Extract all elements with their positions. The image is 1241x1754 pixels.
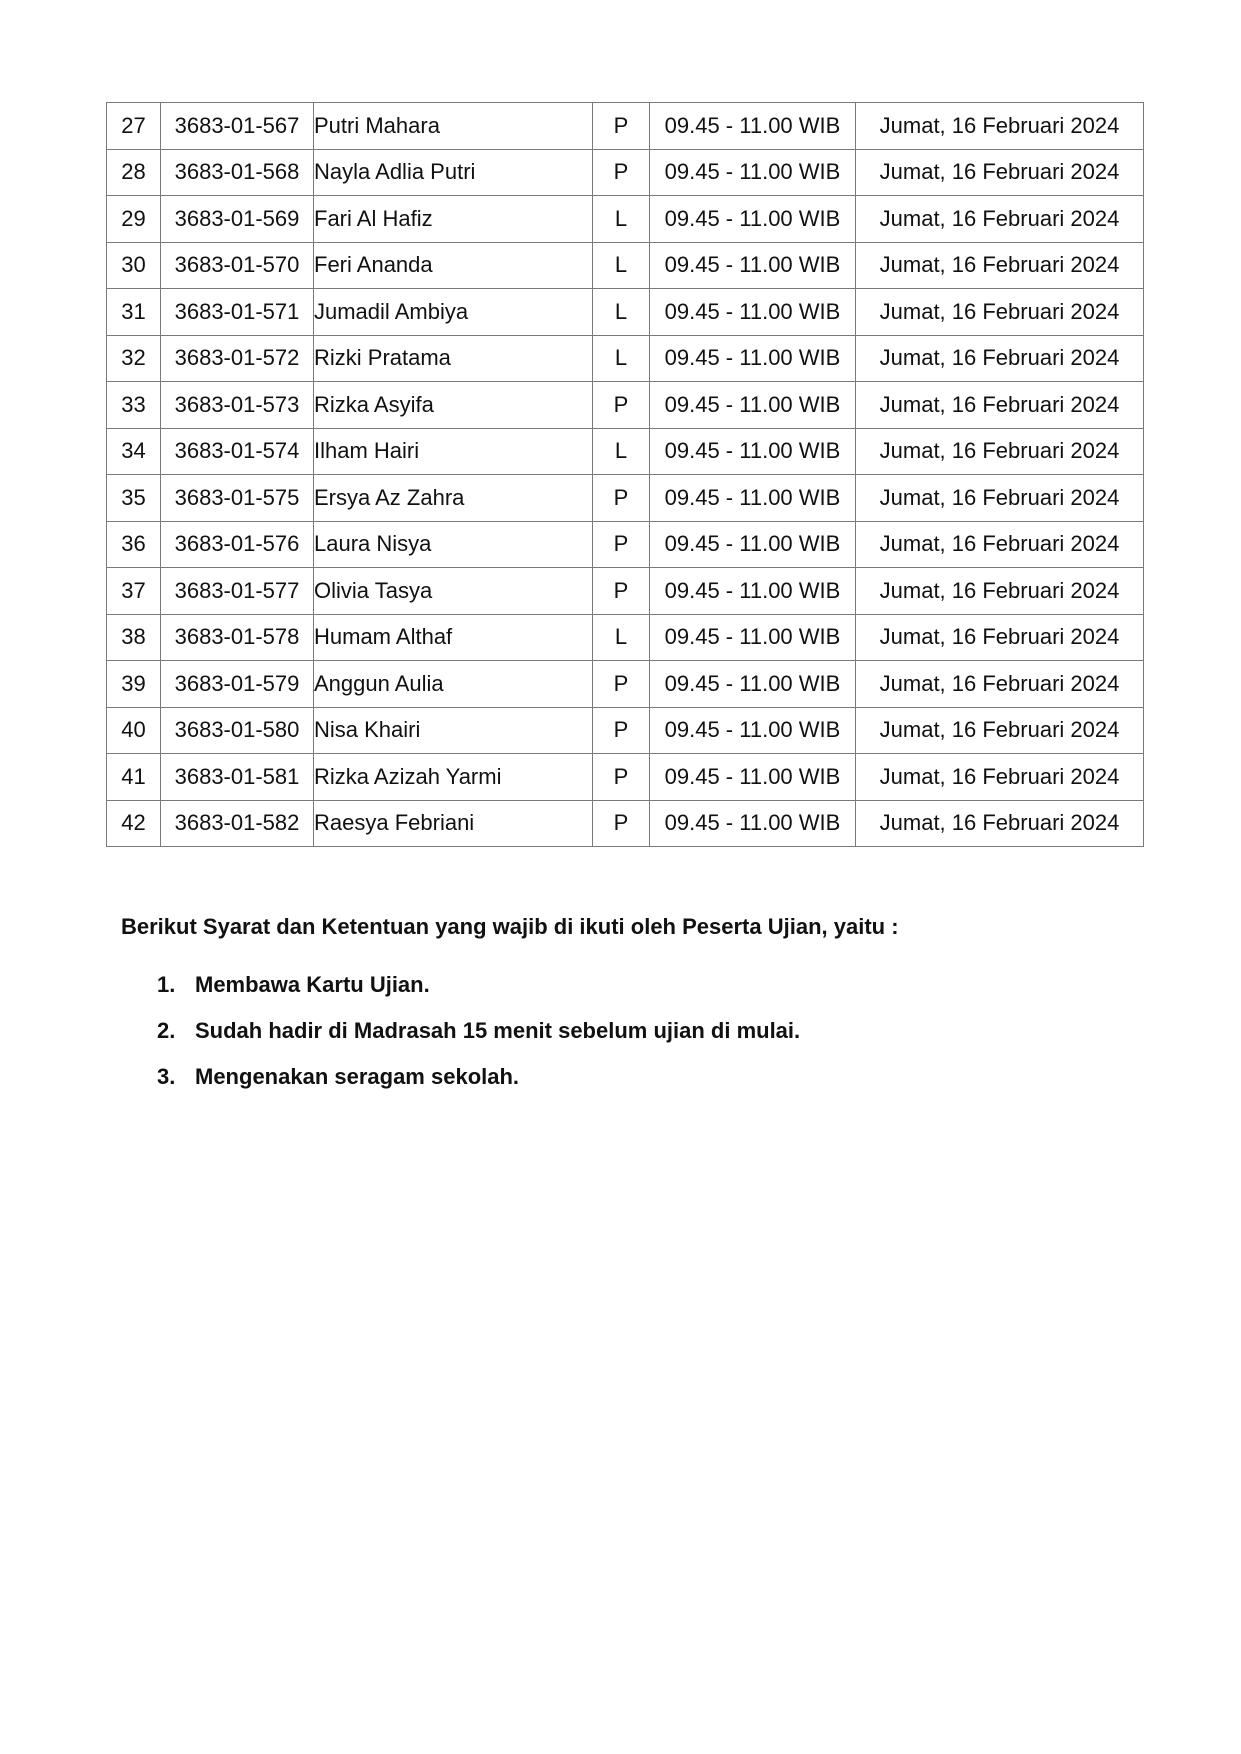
table-row [107, 149, 1144, 196]
exam-number: 3683-01-579 [161, 661, 314, 708]
exam-date: Jumat, 16 Februari 2024 [856, 800, 1144, 847]
exam-date: Jumat, 16 Februari 2024 [856, 335, 1144, 382]
exam-number: 3683-01-572 [161, 335, 314, 382]
gender: P [593, 475, 650, 522]
table-row [107, 614, 1144, 661]
row-number: 32 [107, 335, 161, 382]
participant-name: Rizka Asyifa [314, 382, 593, 429]
gender: P [593, 149, 650, 196]
exam-date: Jumat, 16 Februari 2024 [856, 382, 1144, 429]
row-number: 36 [107, 521, 161, 568]
exam-time: 09.45 - 11.00 WIB [650, 335, 856, 382]
exam-date: Jumat, 16 Februari 2024 [856, 103, 1144, 150]
table-row [107, 521, 1144, 568]
participant-name: Ilham Hairi [314, 428, 593, 475]
exam-number: 3683-01-575 [161, 475, 314, 522]
participant-name: Putri Mahara [314, 103, 593, 150]
table-row [107, 335, 1144, 382]
exam-time: 09.45 - 11.00 WIB [650, 428, 856, 475]
table-row [107, 707, 1144, 754]
exam-time: 09.45 - 11.00 WIB [650, 754, 856, 801]
row-number: 40 [107, 707, 161, 754]
exam-date: Jumat, 16 Februari 2024 [856, 754, 1144, 801]
participant-name: Olivia Tasya [314, 568, 593, 615]
list-item-text: Mengenakan seragam sekolah. [195, 1064, 520, 1089]
exam-number: 3683-01-574 [161, 428, 314, 475]
list-item-number: 1. [157, 972, 176, 997]
exam-time: 09.45 - 11.00 WIB [650, 521, 856, 568]
exam-time: 09.45 - 11.00 WIB [650, 289, 856, 336]
exam-number: 3683-01-570 [161, 242, 314, 289]
row-number: 42 [107, 800, 161, 847]
exam-time: 09.45 - 11.00 WIB [650, 614, 856, 661]
exam-date: Jumat, 16 Februari 2024 [856, 196, 1144, 243]
gender: L [593, 289, 650, 336]
table-row [107, 800, 1144, 847]
list-item-number: 3. [157, 1064, 176, 1089]
row-number: 34 [107, 428, 161, 475]
participant-table [106, 102, 1144, 847]
table-row [107, 661, 1144, 708]
table-row [107, 242, 1144, 289]
list-item-text: Sudah hadir di Madrasah 15 menit sebelum ujian di mulai. [195, 1018, 801, 1043]
exam-date: Jumat, 16 Februari 2024 [856, 521, 1144, 568]
exam-date: Jumat, 16 Februari 2024 [856, 707, 1144, 754]
exam-number: 3683-01-578 [161, 614, 314, 661]
row-number: 29 [107, 196, 161, 243]
exam-number: 3683-01-571 [161, 289, 314, 336]
row-number: 27 [107, 103, 161, 150]
exam-date: Jumat, 16 Februari 2024 [856, 242, 1144, 289]
list-item-number: 2. [157, 1018, 176, 1043]
gender: L [593, 428, 650, 475]
exam-number: 3683-01-576 [161, 521, 314, 568]
exam-date: Jumat, 16 Februari 2024 [856, 614, 1144, 661]
participant-name: Feri Ananda [314, 242, 593, 289]
gender: L [593, 196, 650, 243]
exam-time: 09.45 - 11.00 WIB [650, 103, 856, 150]
exam-number: 3683-01-568 [161, 149, 314, 196]
participant-name: Nayla Adlia Putri [314, 149, 593, 196]
terms-list [157, 970, 800, 1108]
gender: P [593, 103, 650, 150]
exam-date: Jumat, 16 Februari 2024 [856, 661, 1144, 708]
exam-date: Jumat, 16 Februari 2024 [856, 428, 1144, 475]
gender: P [593, 568, 650, 615]
exam-time: 09.45 - 11.00 WIB [650, 242, 856, 289]
table-row [107, 382, 1144, 429]
exam-time: 09.45 - 11.00 WIB [650, 475, 856, 522]
table-row [107, 196, 1144, 243]
table-row [107, 103, 1144, 150]
exam-time: 09.45 - 11.00 WIB [650, 661, 856, 708]
exam-date: Jumat, 16 Februari 2024 [856, 568, 1144, 615]
row-number: 38 [107, 614, 161, 661]
gender: P [593, 661, 650, 708]
participant-name: Fari Al Hafiz [314, 196, 593, 243]
list-item-text: Membawa Kartu Ujian. [195, 972, 430, 997]
row-number: 33 [107, 382, 161, 429]
exam-date: Jumat, 16 Februari 2024 [856, 475, 1144, 522]
exam-time: 09.45 - 11.00 WIB [650, 707, 856, 754]
gender: P [593, 521, 650, 568]
participant-name: Rizka Azizah Yarmi [314, 754, 593, 801]
terms-heading: Berikut Syarat dan Ketentuan yang wajib di ikuti oleh Peserta Ujian, yaitu : [121, 914, 899, 939]
participant-name: Nisa Khairi [314, 707, 593, 754]
exam-time: 09.45 - 11.00 WIB [650, 149, 856, 196]
exam-date: Jumat, 16 Februari 2024 [856, 149, 1144, 196]
gender: L [593, 614, 650, 661]
gender: L [593, 335, 650, 382]
participant-table-body [107, 103, 1144, 847]
exam-number: 3683-01-573 [161, 382, 314, 429]
exam-time: 09.45 - 11.00 WIB [650, 382, 856, 429]
exam-time: 09.45 - 11.00 WIB [650, 568, 856, 615]
row-number: 30 [107, 242, 161, 289]
exam-time: 09.45 - 11.00 WIB [650, 196, 856, 243]
participant-name: Ersya Az Zahra [314, 475, 593, 522]
participant-name: Jumadil Ambiya [314, 289, 593, 336]
row-number: 31 [107, 289, 161, 336]
list-item [157, 970, 800, 1016]
row-number: 28 [107, 149, 161, 196]
row-number: 37 [107, 568, 161, 615]
gender: P [593, 382, 650, 429]
participant-name: Anggun Aulia [314, 661, 593, 708]
exam-number: 3683-01-569 [161, 196, 314, 243]
participant-name: Humam Althaf [314, 614, 593, 661]
row-number: 41 [107, 754, 161, 801]
participant-name: Rizki Pratama [314, 335, 593, 382]
table-row [107, 475, 1144, 522]
exam-date: Jumat, 16 Februari 2024 [856, 289, 1144, 336]
row-number: 35 [107, 475, 161, 522]
row-number: 39 [107, 661, 161, 708]
gender: L [593, 242, 650, 289]
exam-time: 09.45 - 11.00 WIB [650, 800, 856, 847]
gender: P [593, 754, 650, 801]
table-row [107, 289, 1144, 336]
list-item [157, 1062, 800, 1108]
list-item [157, 1016, 800, 1062]
gender: P [593, 707, 650, 754]
participant-name: Laura Nisya [314, 521, 593, 568]
exam-number: 3683-01-581 [161, 754, 314, 801]
exam-number: 3683-01-580 [161, 707, 314, 754]
gender: P [593, 800, 650, 847]
table-row [107, 428, 1144, 475]
table-row [107, 754, 1144, 801]
participant-name: Raesya Febriani [314, 800, 593, 847]
table-row [107, 568, 1144, 615]
exam-number: 3683-01-577 [161, 568, 314, 615]
exam-number: 3683-01-567 [161, 103, 314, 150]
exam-number: 3683-01-582 [161, 800, 314, 847]
